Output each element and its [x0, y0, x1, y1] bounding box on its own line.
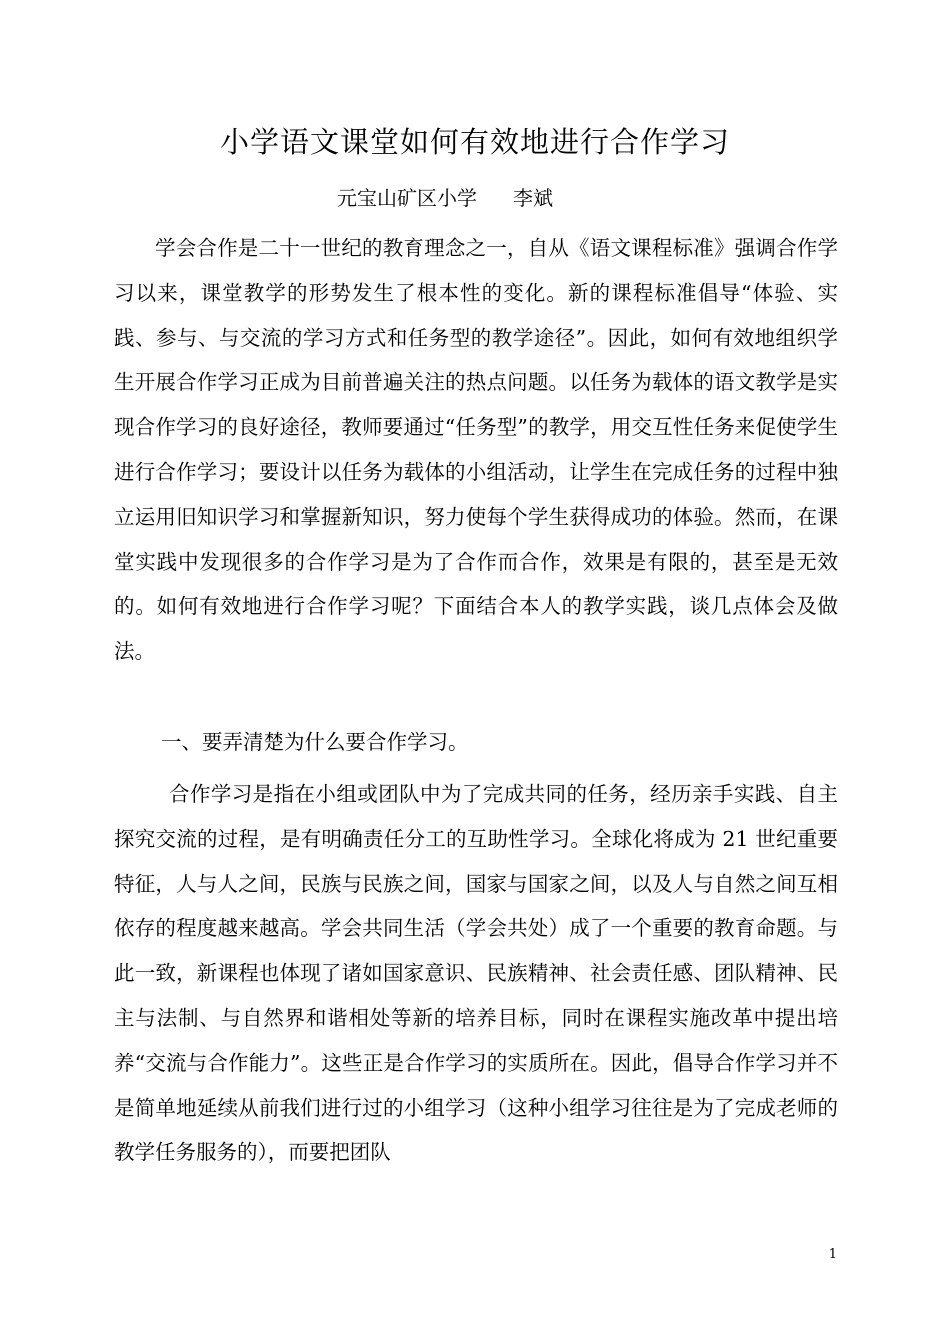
author-school: 元宝山矿区小学: [337, 186, 477, 210]
section-heading-1: 一、要弄清楚为什么要合作学习。: [161, 730, 469, 754]
author-name: 李斌: [513, 186, 553, 210]
page-number: 1: [828, 1247, 837, 1262]
intro-paragraph: 学会合作是二十一世纪的教育理念之一，自从《语文课程标准》强调合作学习以来，课堂教学的形势发生了根本性的变化。新的课程标准倡导“体验、实践、参与、与交流的学习方式和任务型的教学途径”。因此，如何有效地组织学生开展合作学习正成为目前普遍关注的热点问题。以任务为载体的语文教学是实现合作学习的良好途径，教师要通过“任务型”的教学，用交互性任务来促使学生进行合作学习；要设计以任务为载体的小组活动，让学生在完成任务的过程中独立运用旧知识学习和掌握新知识，努力使每个学生获得成功的体验。然而，在课堂实践中发现很多的合作学习是为了合作而合作，效果是有限的，甚至是无效的。如何有效地进行合作学习呢？下面结合本人的教学实践，谈几点体会及做法。: [114, 236, 838, 664]
section-1-paragraph: 合作学习是指在小组或团队中为了完成共同的任务，经历亲手实践、自主探究交流的过程，是有明确责任分工的互助性学习。全球化将成为 21 世纪重要特征，人与人之间，民族与民族之间，国家与国家之间，以及人与自然之间互相依存的程度越来越高。学会共同生活（学会共处）成了一个重要的教育命题。与此一致，新课程也体现了诸如国家意识、民族精神、社会责任感、团队精神、民主与法制、与自然界和谐相处等新的培养目标，同时在课程实施改革中提出培养“交流与合作能力”。这些正是合作学习的实质所在。因此，倡导合作学习并不是简单地延续从前我们进行过的小组学习（这种小组学习往往是为了完成老师的教学任务服务的），而要把团队: [114, 782, 838, 1165]
document-title: 小学语文课堂如何有效地进行合作学习: [219, 125, 730, 159]
author-byline: [0, 184, 890, 212]
